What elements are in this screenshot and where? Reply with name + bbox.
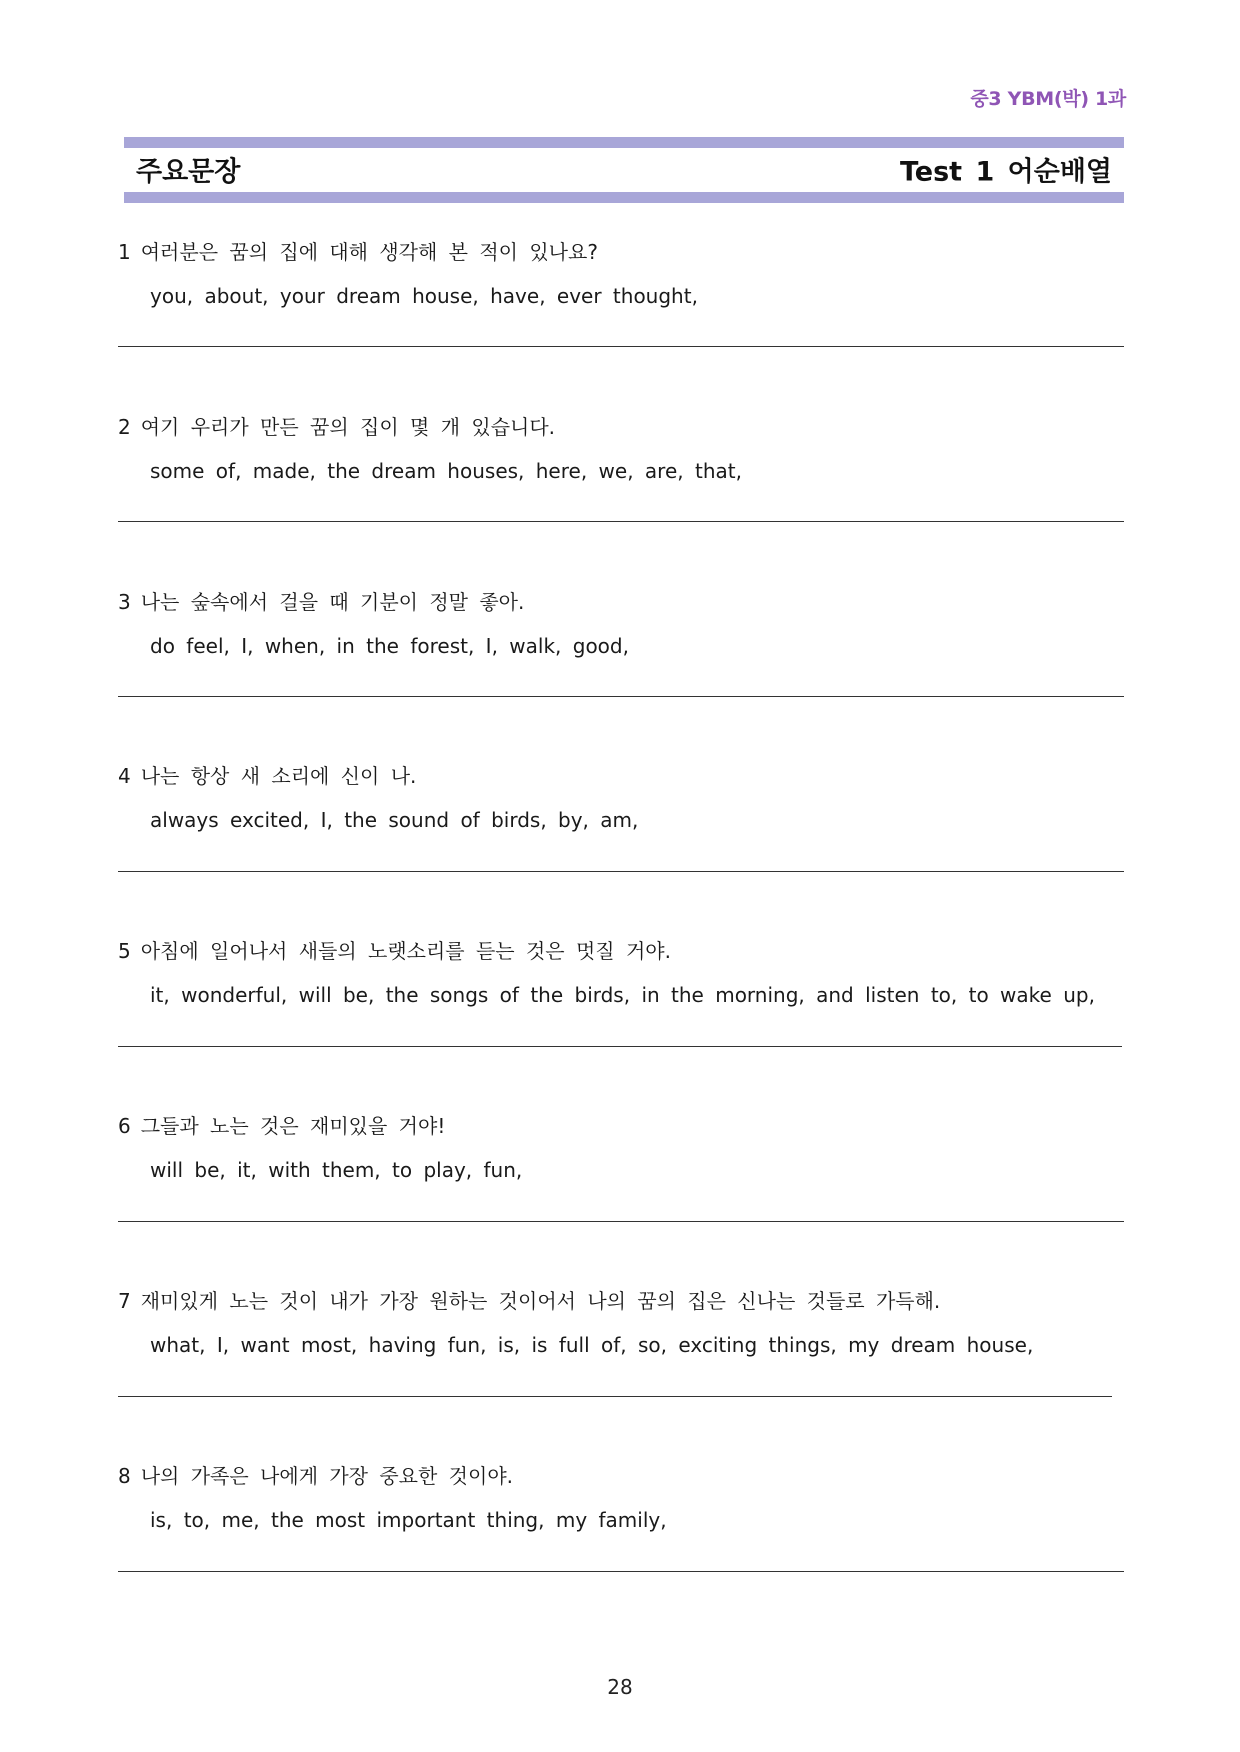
korean-sentence [118,236,1124,265]
question-item-4 [118,760,1124,832]
word-chunks: is, to, me, the most important thing, my family, [150,1508,667,1532]
korean-text: 그들과 노는 것은 재미있을 거야! [140,1114,446,1138]
korean-text: 재미있게 노는 것이 내가 가장 원하는 것이어서 나의 꿈의 집은 신나는 것들로 가득해. [140,1289,941,1313]
word-chunks: you, about, your dream house, have, ever thought, [150,284,698,308]
question-number: 5 [118,939,131,963]
question-item-3 [118,586,1124,658]
answer-line-8 [118,1571,1124,1572]
korean-text: 여기 우리가 만든 꿈의 집이 몇 개 있습니다. [140,415,556,439]
answer-line-1 [118,346,1124,347]
korean-sentence [118,411,1124,440]
korean-sentence [118,935,1124,964]
answer-line-6 [118,1221,1124,1222]
question-item-1 [118,236,1124,308]
section-title: 주요문장 [136,156,241,188]
korean-text: 여러분은 꿈의 집에 대해 생각해 본 적이 있나요? [140,240,598,264]
question-item-2 [118,411,1124,483]
answer-line-4 [118,871,1124,872]
korean-text: 나의 가족은 나에게 가장 중요한 것이야. [140,1464,513,1488]
question-item-5 [118,935,1124,1007]
answer-line-3 [118,696,1124,697]
korean-sentence [118,760,1124,789]
question-number: 4 [118,764,131,788]
korean-sentence [118,1285,1124,1314]
korean-sentence [118,1110,1124,1139]
question-number: 6 [118,1114,131,1138]
korean-text: 아침에 일어나서 새들의 노랫소리를 듣는 것은 멋질 거야. [140,939,671,963]
question-item-6 [118,1110,1124,1182]
question-number: 2 [118,415,131,439]
answer-line-7 [118,1396,1112,1397]
answer-line-2 [118,521,1124,522]
question-number: 3 [118,590,131,614]
word-chunks: always excited, I, the sound of birds, by, am, [150,808,639,832]
word-chunks: what, I, want most, having fun, is, is full of, so, exciting things, my dream house, [150,1333,1034,1357]
korean-text: 나는 항상 새 소리에 신이 나. [140,764,417,788]
question-item-8 [118,1460,1124,1532]
page-number: 28 [607,1675,633,1699]
course-tag: 중3 YBM(박) 1과 [970,88,1126,110]
word-chunks: do feel, I, when, in the forest, I, walk, good, [150,634,629,658]
title-band [124,137,1124,203]
korean-sentence [118,586,1124,615]
korean-sentence [118,1460,1124,1489]
answer-line-5 [118,1046,1122,1047]
question-number: 7 [118,1289,131,1313]
test-title: Test 1 어순배열 [899,156,1112,188]
word-chunks: it, wonderful, will be, the songs of the birds, in the morning, and listen to, to wake up, [150,983,1095,1007]
korean-text: 나는 숲속에서 걸을 때 기분이 정말 좋아. [140,590,525,614]
word-chunks: some of, made, the dream houses, here, we, are, that, [150,459,742,483]
question-item-7 [118,1285,1124,1357]
question-number: 8 [118,1464,131,1488]
word-chunks: will be, it, with them, to play, fun, [150,1158,523,1182]
question-number: 1 [118,240,131,264]
